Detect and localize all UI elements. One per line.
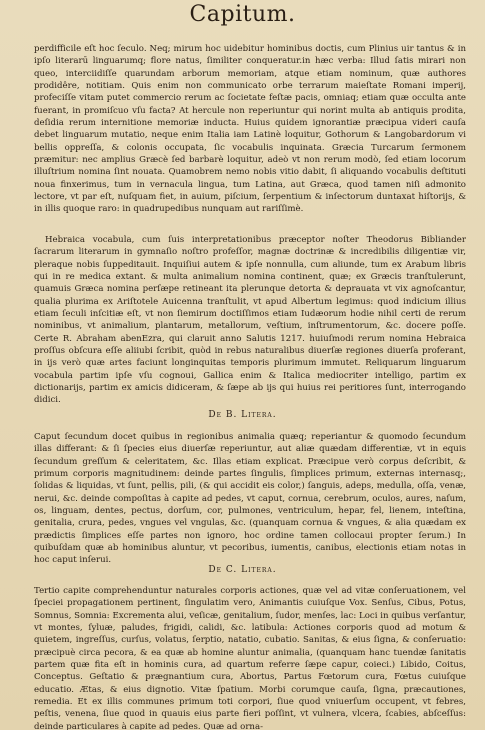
paragraph-b: Caput ſecundum docet quibus in regionibus animalia quæq; reperiantur & quomodo ſecundum illas differant: & ſi ſpecies eius diuerſæ reperiuntur, aut aliæ quædam differentiæ, vt in equis ſecundum greſſum & celeritatem, &c. Illas etiam explicat. Præcipue verò corpus deſcribit, & primum corporis magnitudinem: deinde partes ſingulis, ſimplices primum, externas internasq;, ſolidas & liquidas, vt ſunt, pellis, pili, (& qui accidit eis color,) ſanguis, adeps, medulla, oſſa, venæ, nerui, &c. deinde compoſitas à capite ad pedes, vt caput, cornua, cerebrum, oculos, aures, naſum, os, linguam, dentes, pectus, dorſum, cor, pulmones, ventriculum, hepar, fel, lienem, inteſtina, genitalia, crura, pedes, vngues vel vngulas, &c. (quanquam cornua & vngues, & alia quædam ex prædictis ſimplices eſſe partes non ignoro, hoc ordine tamen collocaui propter ſerum.) In quibuſdam quæ ab hominibus aluntur, vt pecoribus, iumentis, canibus, electionis etiam notas in hoc caput inſerui. (34, 432, 466, 566)
hebrew-paragraph: Hebraica vocabula, cum ſuis interpretationibus præceptor noſter Theodorus Bibliander ſacrarum literarum in gymnaſio noſtro profeſſor, magnæ doctrinæ & incredibilis diligentiæ vir, pleraque nobis ſuppeditauit. Inquiſiui autem & ipſe nonnulla, cum aliunde, tum ex Arabum libris qui in re medica extant. & multa animalium nomina continent, quæ; ex Græcis tranſtulerunt, quamuis Græca nomina perſæpe retineant ita plerunque detorta & deprauata vt vix agnoſcantur, qualia plurima ex Ariſtotele Auicenna tranſtulit, vt apud Albertum legimus: quod indicium illius etiam ſeculi inſcitiæ eſt, vt non ſiemirum doctiſſimos etiam Iudæorum hodie nihil certi de rerum nominibus, vt animalium, plantarum, metallorum, veſtium, inſtrumentorum, &c. docere poſſe. Certe R. Abraham abenEzra, qui claruit anno Salutis 1217. huiuſmodi rerum nomina Hebraica proſſus obſcura eſſe aliiubi ſcribit, quòd in rebus naturalibus diuerſæ regiones diuerſa proferant, in ijs verò quæ artes faciunt longinquitas temporis plurimum immutet. Reliquarum linguarum vocabula partim ipſe vſu cognoui, Gallica enim & Italica mediocriter intelligo, partim ex dictionarijs, partim ex amicis didiceram, & ſæpe ab ijs qui huius rei peritiores ſunt, interrogando didici. (34, 235, 466, 406)
section-heading-b: De B. Litera. (208, 410, 277, 420)
section-heading-c: De C. Litera. (208, 565, 277, 575)
intro-paragraph: perdifficile eſt hoc ſeculo. Neq; mirum hoc uidebitur hominibus doctis, cum Plinius uir tantus & in ipſo literarū linguarumq; flore natus, ſimiliter conqueratur.in hæc verba: Illud ſatis mirari non queo, interciidiſſe quarundam arborum memoriam, atque etiam nominum, quæ authores prodidêre, notitiam. Quis enim non communicato orbe terrarum maieſtate Romani imperij, profeciſſe vitam putet commercio rerum ac ſocietate feſtæ pacis, omniaq; etiam quæ occulta ante fuerant, in promiſcuo vſu facta? At hercule non reperiuntur qui norint multa ab antiquis prodita, deſidia rerum internitione memoriæ inducta. Huius quidem ignorantiæ præcipua videri cauſa debet linguarum mutatio, neque enim Italia iam Latinè loquitur, Gothorum & Langobardorum vi bellis oppreſſa, & colonis occupata, ſic vocabulis inquinata. Græcia Turcarum ſermonem præmitur: nec amplius Græcè ſed barbarè loquitur, adeò vt non rerum modò, ſed etiam locorum illuſtrium nomina ſint nouata. Quamobrem nemo nobis vitio dabit, ſi aliquando vocabulis deſtituti noua finxerimus, tum in vernacula lingua, tum Latina, aut Græca, quod tamen niſi admonito lectore, vt par eſt, nuſquam fiet, in auium, piſcium, ſerpentium & inſectorum duntaxat hiſtorijs, & in illis quoque raro: in quadrupedibus nunquam aut rariſſimè. (34, 44, 466, 215)
page-title: Capitum. (189, 2, 296, 27)
paragraph-c: Tertio capite comprehenduntur naturales corporis actiones, quæ vel ad vitæ conſeruationem, vel ſpeciei propagationem pertinent, ſingulatim vero, Animantis cuiuſque Vox. Senſus, Cibus, Potus, Somnus, Somnia: Excrementa alui, veſicæ, genitalium, ſudor, menſes, lac: Loci in quibus verſantur, vt montes, ſyluæ, paludes, frigidi, calidi, &c. latibula: Actiones corporis quod ad motum & quietem, ingreſſus, curſus, volatus, ſerptio, natatio, cubatio. Sanitas, & eius ſigna, & conſeruatio: præcipuè circa pecora, & ea quæ ab homine aluntur animalia, (quanquam hanc tuendæ ſanitatis partem quæ fita eſt in hominis cura, ad quartum referre ſæpe capur, coieci.) Libido, Coitus, Conceptus. Geſtatio & prægnantium cura, Abortus, Partus Fœtorum cura, Fœtus cuiuſque educatio. Ætas, & eius dignotio. Vitæ ſpatium. Morbi corumque cauſa, ſigna, præcautiones, remedia. Et ex illis communes primum toti corpori, ſiue quod vniuerſum occupent, vt febres, peſtis, venena, ſiue quod in quauis eius parte fieri poſſint, vt vulnera, vlcera, ſcabies, abſceſſus: deinde particulares à capite ad pedes. Quæ ad orna- (34, 586, 466, 730)
